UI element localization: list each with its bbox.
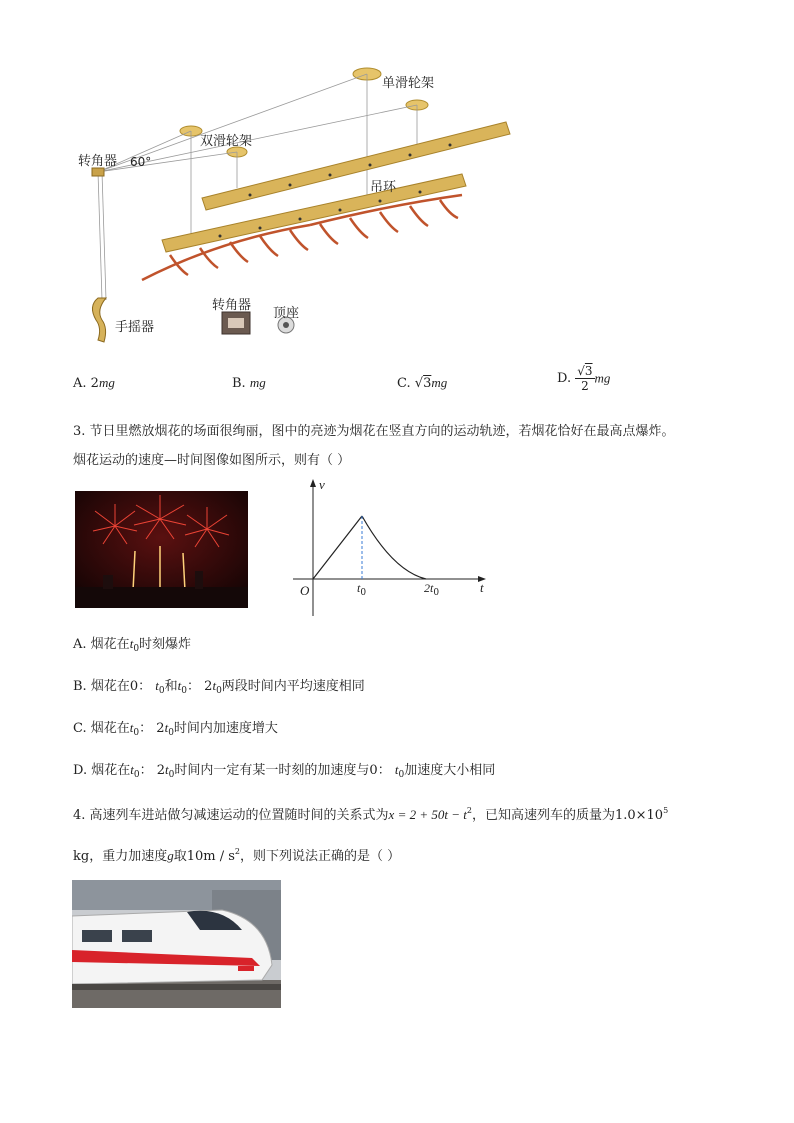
- double-pulley-label: 双滑轮架: [200, 134, 253, 149]
- graph-t-label: t: [480, 580, 484, 595]
- hand-crank-label: 手摇器: [115, 320, 155, 335]
- q3-option-b[interactable]: B. 烟花在0： $t_0$和$t_0$： $2t_0$两段时间内平均速度相同: [73, 678, 365, 696]
- ring-label: 吊环: [370, 180, 397, 195]
- q2-option-b[interactable]: B. mg: [232, 375, 266, 391]
- drying-rack-figure: [70, 60, 530, 350]
- q3-option-c[interactable]: C. 烟花在$t_0$： $2t_0$时间内加速度增大: [73, 720, 278, 738]
- sqrt3-over-2-fraction: $\frac{√3}{2}$: [577, 364, 593, 393]
- graph-t0-label: $t_0$: [357, 581, 367, 598]
- q2-option-a[interactable]: A. 2mg: [73, 375, 115, 391]
- q3-stem-line1: 3. 节日里燃放烟花的场面很绚丽，图中的亮迹为烟花在竖直方向的运动轨迹，若烟花恰好在最高点爆炸。: [73, 424, 675, 439]
- q4-stem-line1: 4. 高速列车进站做匀减速运动的位置随时间的关系式为$x = 2 + 50t - t^2$，已知高速列车的质量为$1.0\times 10^5$: [73, 806, 669, 823]
- q2-option-c[interactable]: C. √3mg: [397, 375, 448, 391]
- single-pulley-label: 单滑轮架: [382, 76, 435, 91]
- q2-option-d[interactable]: D. $\frac{√3}{2}$ mg: [557, 364, 611, 393]
- q3-stem-line2: 烟花运动的速度—时间图像如图所示，则有（ ）: [73, 453, 351, 468]
- graph-2t0-label: $2t_0$: [424, 581, 440, 598]
- angle-label: 60°: [130, 155, 152, 169]
- top-seat-label: 顶座: [273, 306, 300, 321]
- graph-v-label: v: [319, 477, 325, 492]
- q4-stem-line2: kg，重力加速度g取$10m / s^2$，则下列说法正确的是（ ）: [73, 847, 401, 864]
- graph-origin-label: O: [300, 583, 310, 598]
- fireworks-photo: [75, 491, 248, 608]
- sqrt-symbol: √: [414, 376, 424, 391]
- q3-option-d[interactable]: D. 烟花在$t_0$： $2t_0$时间内一定有某一时刻的加速度与0： $t_0$加速度大小相同: [73, 762, 496, 780]
- high-speed-train-photo: [72, 880, 281, 1008]
- corner-device-label: 转角器: [78, 154, 118, 169]
- corner-device-label-2: 转角器: [212, 298, 252, 313]
- velocity-time-graph: [288, 476, 498, 626]
- q3-option-a[interactable]: A. 烟花在$t_0$时刻爆炸: [73, 636, 192, 654]
